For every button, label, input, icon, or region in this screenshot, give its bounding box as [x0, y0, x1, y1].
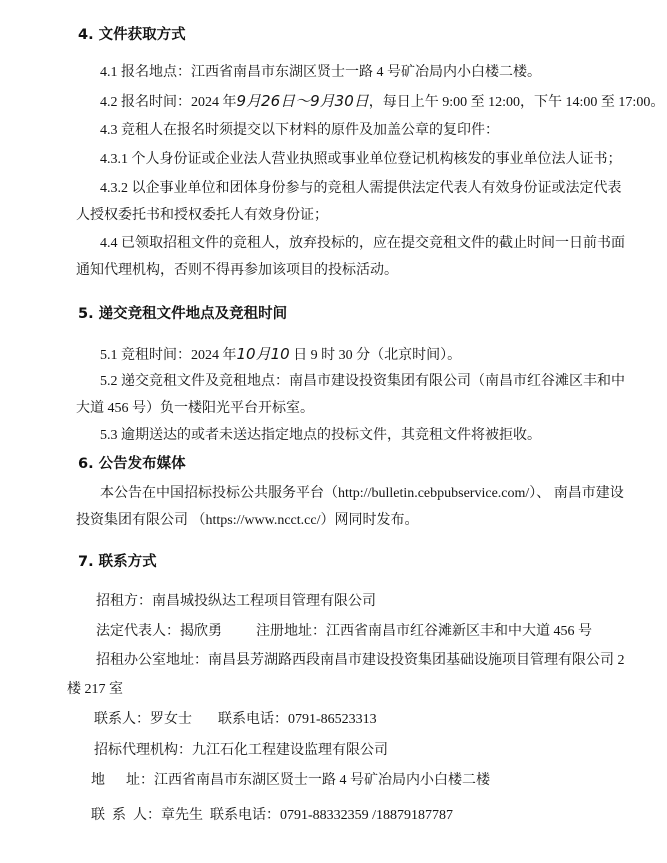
legal-representative: 法定代表人：揭欣勇	[96, 624, 222, 639]
item-5-1	[100, 345, 461, 365]
item-5-3: 5.3 逾期送达的或者未送达指定地点的投标文件，其竞租文件将被拒收。	[100, 428, 541, 443]
section-4-heading: 4. 文件获取方式	[78, 27, 186, 43]
section-6-heading: 6. 公告发布媒体	[78, 456, 186, 472]
item-4-3-1: 4.3.1 个人身份证或企业法人营业执照或事业单位登记机构核发的事业单位法人证书；	[100, 152, 622, 167]
section-6-para-cont: 投资集团有限公司 （https://www.ncct.cc/）网同时发布。	[76, 513, 419, 528]
section-5-heading: 5. 递交竞租文件地点及竞租时间	[78, 306, 288, 322]
office-address-cont: 楼 217 室	[67, 682, 123, 697]
handwritten-dates: 9月26日～9月30日	[236, 92, 369, 110]
item-4-3-2-cont: 人授权委托书和授权委托人有效身份证；	[76, 208, 328, 223]
item-4-2	[100, 92, 664, 112]
item-4-2-prefix: 4.2 报名时间：2024 年	[100, 95, 237, 110]
item-5-2-cont: 大道 456 号）负一楼阳光平台开标室。	[76, 401, 314, 416]
section-6-para: 本公告在中国招标投标公共服务平台（http://bulletin.cebpubservice.com/）、 南昌市建设	[100, 486, 624, 501]
item-5-1-prefix: 5.1 竞租时间：2024 年	[100, 348, 237, 363]
agency: 招标代理机构：九江石化工程建设监理有限公司	[94, 743, 388, 758]
office-address: 招租办公室地址：南昌县芳湖路西段南昌市建设投资集团基础设施项目管理有限公司 2	[96, 653, 625, 668]
contact-person-2: 联 系 人：章先生	[91, 808, 203, 823]
section-7-heading: 7. 联系方式	[78, 554, 157, 570]
contact-phone-2: 联系电话：0791-88332359 /18879187787	[210, 808, 454, 823]
item-4-3-2: 4.3.2 以企事业单位和团体身份参与的竞租人需提供法定代表人有效身份证或法定代表	[100, 181, 622, 196]
item-4-3: 4.3 竞租人在报名时须提交以下材料的原件及加盖公章的复印件：	[100, 123, 499, 138]
item-5-1-suffix: 日 9 时 30 分（北京时间）。	[289, 348, 462, 363]
handwritten-date: 10月10	[236, 345, 290, 363]
item-4-4-cont: 通知代理机构，否则不得再参加该项目的投标活动。	[76, 263, 398, 278]
item-4-2-suffix: ，每日上午 9:00 至 12:00，下午 14:00 至 17:00。	[368, 95, 665, 110]
lessor: 招租方：南昌城投纵达工程项目管理有限公司	[96, 594, 376, 609]
item-4-1: 4.1 报名地点：江西省南昌市东湖区贤士一路 4 号矿冶局内小白楼二楼。	[100, 65, 541, 80]
item-5-2: 5.2 递交竞租文件及竞租地点：南昌市建设投资集团有限公司（南昌市红谷滩区丰和中	[100, 374, 625, 389]
agency-address: 地 址：江西省南昌市东湖区贤士一路 4 号矿冶局内小白楼二楼	[91, 773, 490, 788]
registered-address: 注册地址：江西省南昌市红谷滩新区丰和中大道 456 号	[256, 624, 592, 639]
contact-person-1: 联系人：罗女士	[94, 712, 192, 727]
item-4-4: 4.4 已领取招租文件的竞租人，放弃投标的，应在提交竞租文件的截止时间一日前书面	[100, 236, 625, 251]
contact-phone-1: 联系电话：0791-86523313	[218, 712, 377, 727]
